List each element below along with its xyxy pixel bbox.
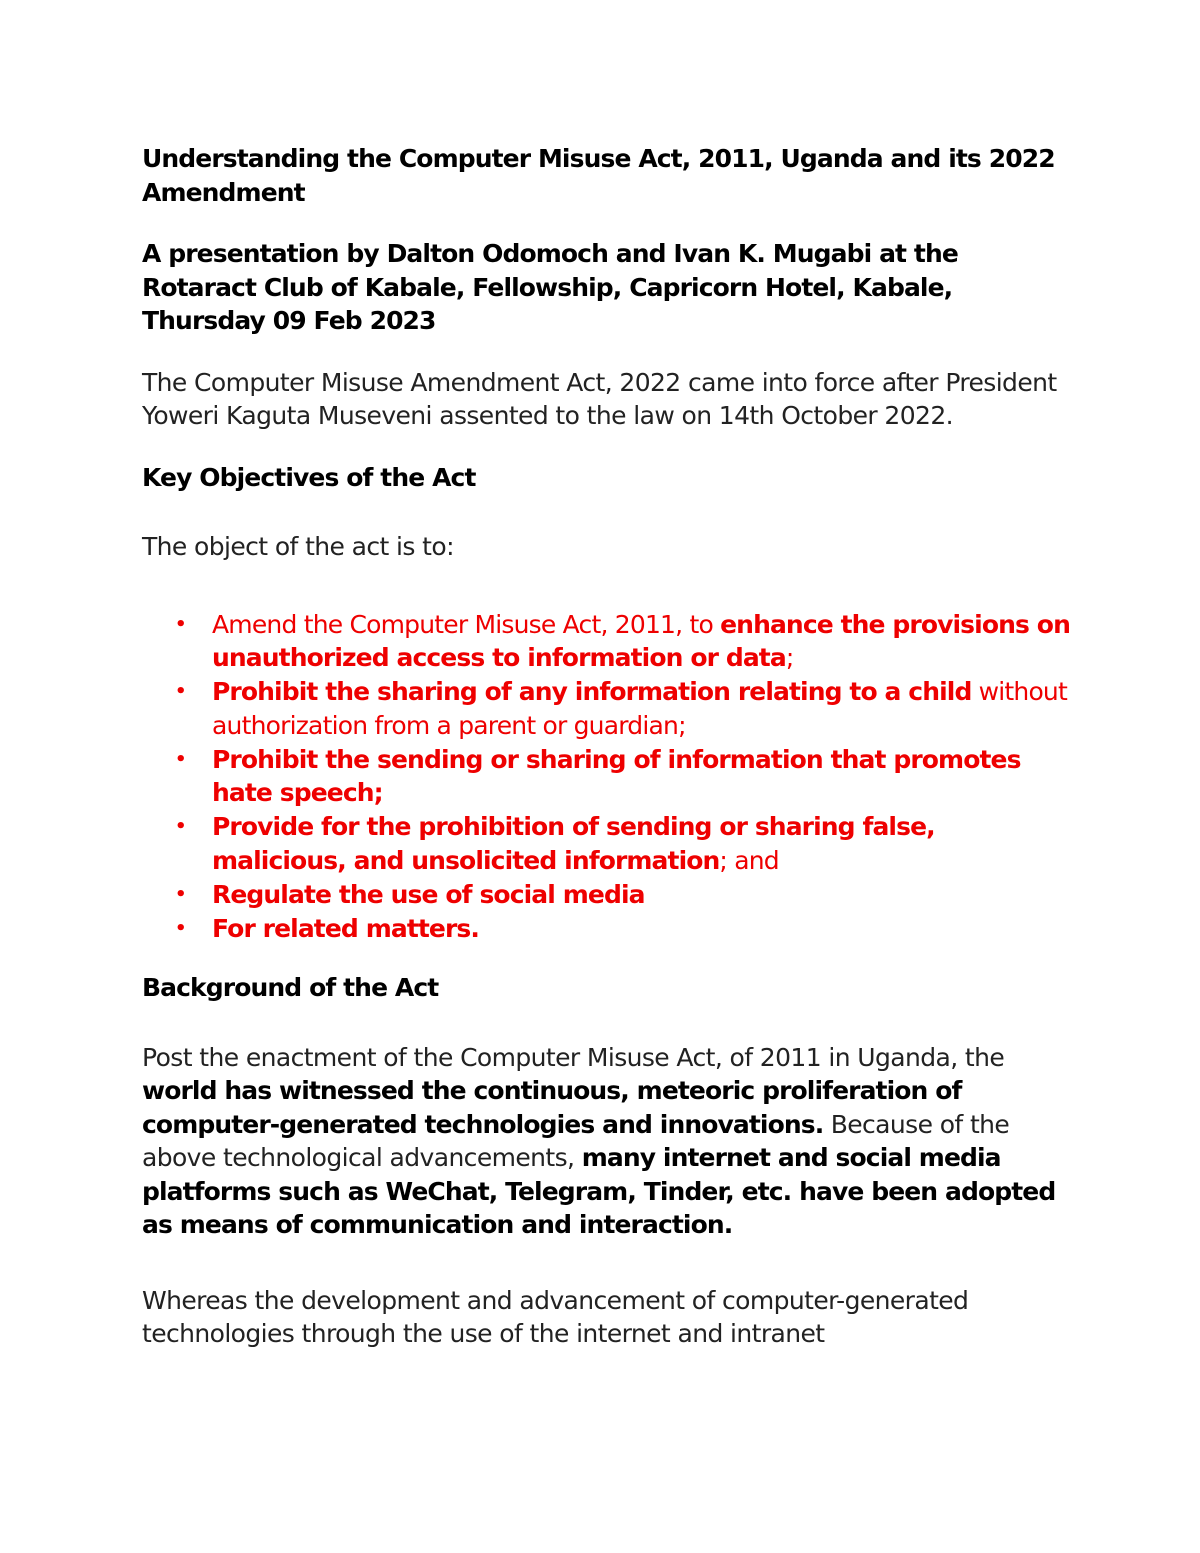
objective-tail: ; [785, 643, 794, 673]
background-paragraph [142, 1041, 1072, 1242]
background-text-b: world has witnessed the continuous, meteoric proliferation of computer-generated technologies and innovations. [142, 1076, 962, 1139]
bullet-icon: • [175, 613, 186, 635]
list-item [142, 675, 1072, 743]
objective-tail: ; and [719, 846, 779, 876]
objective-bold: Provide for the prohibition of sending or sharing false, malicious, and unsolicited information [212, 812, 935, 876]
background-text-c: Because of the above technological advancements, [142, 1109, 1010, 1173]
bullet-icon: • [175, 917, 186, 939]
list-item [142, 912, 1072, 946]
objective-bold: enhance the provisions on unauthorized access to information or data [212, 609, 1070, 673]
key-objectives-heading: Key Objectives of the Act [142, 462, 476, 492]
objective-plain: Amend the Computer Misuse Act, 2011, to [212, 609, 721, 639]
objective-bold: For related matters. [212, 913, 479, 943]
presentation-line: A presentation by Dalton Odomoch and Ivan K. Mugabi at the Rotaract Club of Kabale, Fellowship, Capricorn Hotel, Kabale, Thursday 09 Feb 2023 [142, 239, 958, 335]
list-item [142, 743, 1072, 811]
bullet-icon: • [175, 883, 186, 905]
document-title: Understanding the Computer Misuse Act, 2011, Uganda and its 2022 Amendment [142, 144, 1055, 207]
objectives-list [142, 608, 1072, 946]
objective-bold: Prohibit the sharing of any information relating to a child [212, 677, 972, 707]
background-text-a: Post the enactment of the Computer Misuse Act, of 2011 in Uganda, the [142, 1042, 1005, 1072]
background-text-d: many internet and social media platforms such as WeChat, Telegram, Tinder, etc. have been adopted as means of communication and interaction. [142, 1143, 1056, 1240]
object-lead: The object of the act is to: [142, 532, 454, 561]
background-heading: Background of the Act [142, 973, 439, 1003]
bullet-icon: • [175, 816, 186, 838]
objective-bold: Regulate the use of social media [212, 879, 645, 909]
objective-bold: Prohibit the sending or sharing of information that promotes hate speech; [212, 744, 1021, 808]
list-item [142, 608, 1072, 676]
objective-tail: without authorization from a parent or guardian; [212, 677, 1067, 740]
bullet-icon: • [175, 681, 186, 703]
intro-paragraph: The Computer Misuse Amendment Act, 2022 came into force after President Yoweri Kaguta Museveni assented to the law on 14th October 2022. [142, 367, 1057, 430]
whereas-paragraph: Whereas the development and advancement of computer-generated technologies through the use of the internet and intranet [142, 1285, 969, 1349]
document-page [142, 142, 1072, 1351]
bullet-icon: • [175, 748, 186, 770]
list-item [142, 810, 1072, 878]
list-item [142, 878, 1072, 912]
